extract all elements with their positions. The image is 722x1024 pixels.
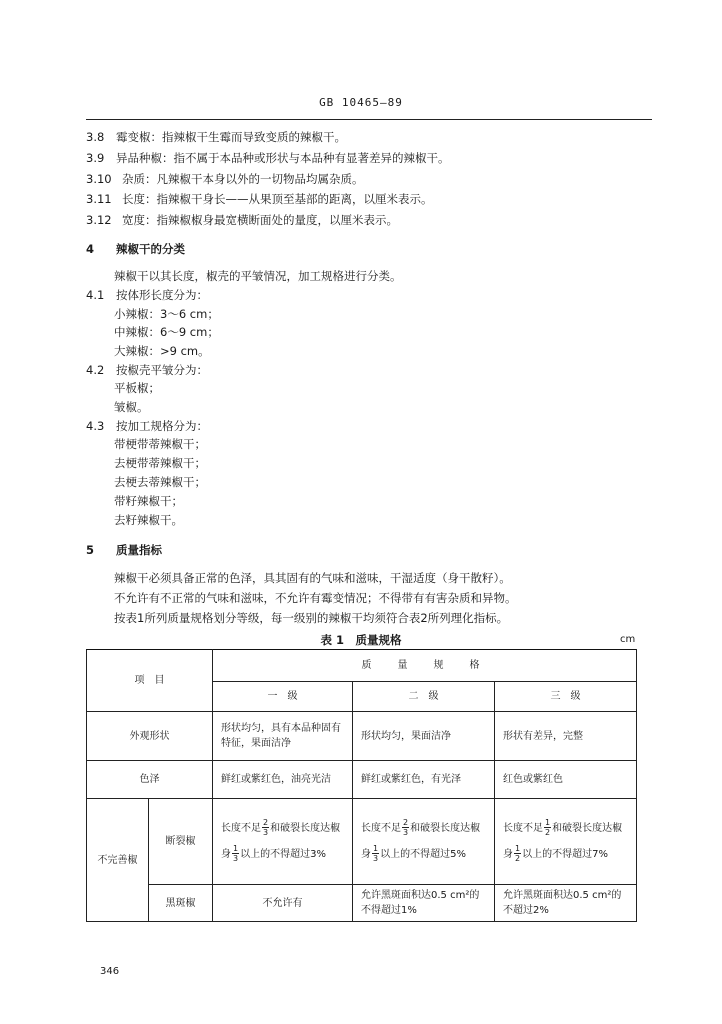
list-item: 去籽辣椒干。 xyxy=(114,513,183,527)
list-item: 中辣椒：6～9 cm； xyxy=(114,325,219,339)
clause-4-3: 4.3 按加工规格分为： xyxy=(86,419,208,433)
table-cell: 允许黑斑面积达0.5 cm²的不超过2% xyxy=(495,885,637,922)
fraction: $\frac{2}{3}$ xyxy=(263,818,269,837)
clause-4-2: 4.2 按椒壳平皱分为： xyxy=(86,363,208,377)
table-row xyxy=(87,712,637,761)
table-row xyxy=(87,885,637,922)
row-label-blackspot: 黑斑椒 xyxy=(149,885,213,922)
section-5-heading: 5 质量指标 xyxy=(86,543,162,557)
header-spec-cell: 质 量 规 格 xyxy=(213,650,637,682)
list-item: 去梗带蒂辣椒干； xyxy=(114,456,206,470)
table-cell: 形状有差异，完整 xyxy=(495,712,637,761)
clause-4-1: 4.1 按体形长度分为： xyxy=(86,288,208,302)
definition-3-10: 3.10 杂质：凡辣椒干本身以外的一切物品均属杂质。 xyxy=(86,172,364,186)
page-number: 346 xyxy=(100,966,120,977)
table-cell: 不允许有 xyxy=(213,885,353,922)
row-label-appearance: 外观形状 xyxy=(87,712,213,761)
definition-3-9: 3.9 异品种椒：指不属于本品种或形状与本品种有显著差异的辣椒干。 xyxy=(86,151,450,165)
definition-3-11: 3.11 长度：指辣椒干身长——从果顶至基部的距离，以厘米表示。 xyxy=(86,192,433,206)
table-cell: 鲜红或紫红色，油亮光洁 xyxy=(213,761,353,799)
fraction: $\frac{1}{3}$ xyxy=(373,844,379,863)
table-row xyxy=(87,650,637,682)
list-item: 带梗带蒂辣椒干； xyxy=(114,437,206,451)
table-cell: 红色或紫红色 xyxy=(495,761,637,799)
list-item: 平板椒； xyxy=(114,381,160,395)
header-grade-2: 二 级 xyxy=(353,682,495,712)
list-item: 去梗去蒂辣椒干； xyxy=(114,475,206,489)
fraction: $\frac{1}{2}$ xyxy=(545,818,551,837)
header-divider xyxy=(86,119,652,120)
quality-spec-table xyxy=(86,649,637,922)
standard-code-header: GB 10465—89 xyxy=(319,96,403,109)
header-grade-1: 一 级 xyxy=(213,682,353,712)
section-4-intro: 辣椒干以其长度，椒壳的平皱情况，加工规格进行分类。 xyxy=(114,269,402,283)
table-row xyxy=(87,761,637,799)
list-item: 皱椒。 xyxy=(114,400,149,414)
table-cell: 形状均匀，果面洁净 xyxy=(353,712,495,761)
list-item: 大辣椒：>9 cm。 xyxy=(114,344,210,358)
section-5-paragraph: 辣椒干必须具备正常的色泽，具其固有的气味和滋味，干湿适度（身干散籽）。 xyxy=(114,571,511,585)
definition-3-12: 3.12 宽度：指辣椒椒身最宽横断面处的量度，以厘米表示。 xyxy=(86,213,398,227)
table-unit: cm xyxy=(620,634,636,645)
table-title: 表 1 质量规格 xyxy=(320,633,402,647)
section-5-paragraph: 不允许有不正常的气味和滋味，不允许有霉变情况；不得带有有害杂质和异物。 xyxy=(114,591,517,605)
table-cell: 长度不足 $\frac{1}{2}$ 和破裂长度达椒身 $\frac{1}{2}$ 以上的不得超过7% xyxy=(495,799,637,885)
section-4-heading: 4 辣椒干的分类 xyxy=(86,242,185,256)
header-grade-3: 三 级 xyxy=(495,682,637,712)
table-cell: 鲜红或紫红色，有光泽 xyxy=(353,761,495,799)
fraction: $\frac{1}{3}$ xyxy=(233,844,239,863)
fraction: $\frac{2}{3}$ xyxy=(403,818,409,837)
table-row xyxy=(87,799,637,885)
section-5-paragraph: 按表1所列质量规格划分等级，每一级别的辣椒干均须符合表2所列理化指标。 xyxy=(114,611,509,625)
definition-3-8: 3.8 霉变椒：指辣椒干生霉而导致变质的辣椒干。 xyxy=(86,130,346,144)
table-cell: 长度不足 $\frac{2}{3}$ 和破裂长度达椒身 $\frac{1}{3}$ 以上的不得超过3% xyxy=(213,799,353,885)
row-label-imperfect: 不完善椒 xyxy=(87,799,149,922)
row-label-broken: 断裂椒 xyxy=(149,799,213,885)
fraction: $\frac{1}{2}$ xyxy=(515,844,521,863)
table-cell: 长度不足 $\frac{2}{3}$ 和破裂长度达椒身 $\frac{1}{3}$ 以上的不得超过5% xyxy=(353,799,495,885)
table-cell: 允许黑斑面积达0.5 cm²的不得超过1% xyxy=(353,885,495,922)
list-item: 小辣椒：3～6 cm； xyxy=(114,307,219,321)
list-item: 带籽辣椒干； xyxy=(114,494,183,508)
row-label-color: 色泽 xyxy=(87,761,213,799)
header-item-cell: 项 目 xyxy=(87,650,213,712)
table-cell: 形状均匀，具有本品种固有特征，果面洁净 xyxy=(213,712,353,761)
